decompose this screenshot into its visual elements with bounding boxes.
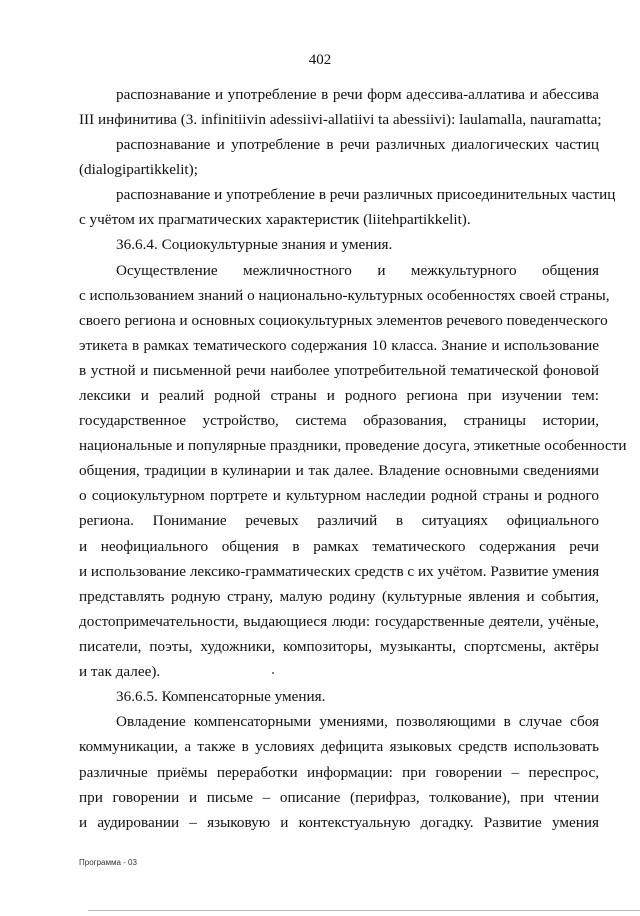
section-heading: 36.6.4. Социокультурные знания и умения. bbox=[116, 236, 393, 253]
text-line: общения, традиции в кулинарии и так далее. Владение основными сведениями bbox=[79, 462, 599, 479]
text-line: о социокультурном портрете и культурном наследии родной страны и родного bbox=[79, 487, 599, 504]
text-line: различные приёмы переработки информации: при говорении – переспрос, bbox=[79, 764, 599, 781]
text-line: при говорении и письме – описание (перифраз, толкование), при чтении bbox=[79, 789, 599, 806]
text-line: государственное устройство, система образования, страницы истории, bbox=[79, 412, 599, 429]
text-line: достопримечательности, выдающиеся люди: государственные деятели, учёные, bbox=[79, 613, 599, 630]
text-line: региона. Понимание речевых различий в ситуациях официального bbox=[79, 512, 599, 529]
text-line: в устной и письменной речи наиболее употребительной тематической фоновой bbox=[79, 362, 599, 379]
text-line: распознавание и употребление в речи различных присоединительных частиц bbox=[116, 186, 616, 203]
text-line: с учётом их прагматических характеристик (liitehpartikkelit). bbox=[79, 211, 471, 228]
text-line: лексики и реалий родной страны и родного региона при изучении тем: bbox=[79, 387, 599, 404]
text-line: национальные и популярные праздники, проведение досуга, этикетные особенности bbox=[79, 437, 627, 454]
text-line: распознавание и употребление в речи различных диалогических частиц bbox=[116, 136, 599, 153]
text-line: с использованием знаний о национально-культурных особенностях своей страны, bbox=[79, 287, 610, 304]
section-heading: 36.6.5. Компенсаторные умения. bbox=[116, 688, 326, 705]
text-line: Овладение компенсаторными умениями, позволяющими в случае сбоя bbox=[116, 713, 599, 730]
scan-speck bbox=[272, 672, 274, 674]
text-line: и неофициального общения в рамках тематического содержания речи bbox=[79, 538, 599, 555]
text-line: (dialogipartikkelit); bbox=[79, 161, 198, 178]
text-line: писатели, поэты, художники, композиторы, музыканты, спортсмены, актёры bbox=[79, 638, 599, 655]
text-line: коммуникации, а также в условиях дефицита языковых средств использовать bbox=[79, 738, 599, 755]
page-number: 402 bbox=[308, 52, 332, 68]
text-line: своего региона и основных социокультурных элементов речевого поведенческого bbox=[79, 312, 608, 329]
text-line: и использование лексико-грамматических средств с их учётом. Развитие умения bbox=[79, 563, 600, 580]
text-line: распознавание и употребление в речи форм адессива-аллатива и абессива bbox=[116, 86, 599, 103]
text-line: III инфинитива (3. infinitiivin adessiivi-allatiivi ta abessiivi): laulamalla, nauramatta; bbox=[79, 111, 602, 128]
text-line: и так далее). bbox=[79, 663, 161, 680]
text-line: Осуществление межличностного и межкультурного общения bbox=[116, 262, 599, 279]
text-line: этикета в рамках тематического содержания 10 класса. Знание и использование bbox=[79, 337, 599, 354]
text-line: и аудировании – языковую и контекстуальную догадку. Развитие умения bbox=[79, 814, 599, 831]
text-line: представлять родную страну, малую родину (культурные явления и события, bbox=[79, 588, 599, 605]
footer-label: Программа - 03 bbox=[79, 858, 137, 867]
scan-edge-line bbox=[88, 910, 640, 911]
